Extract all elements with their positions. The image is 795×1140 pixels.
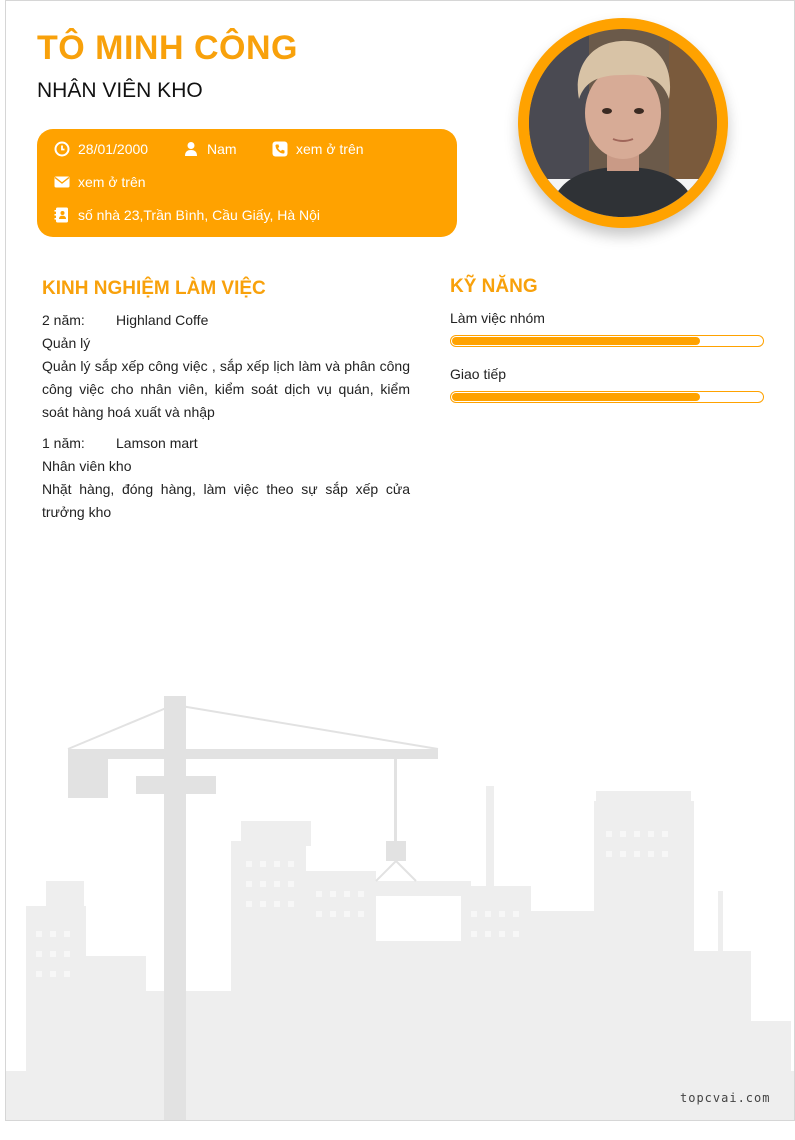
experience-company: Lamson mart — [116, 435, 198, 451]
experience-position: Quản lý — [42, 335, 91, 351]
city-skyline-background — [6, 691, 794, 1121]
email-info — [54, 174, 146, 190]
candidate-name: TÔ MINH CÔNG — [37, 29, 298, 67]
skill-name: Làm việc nhóm — [450, 310, 545, 326]
envelope-icon — [54, 174, 70, 190]
skills-section-title: KỸ NĂNG — [450, 276, 538, 297]
site-watermark: topcvai.com — [680, 1091, 771, 1105]
experience-duration: 2 năm: — [42, 312, 85, 328]
clock-icon — [54, 141, 70, 157]
address-text: số nhà 23,Trần Bình, Cầu Giấy, Hà Nội — [78, 207, 321, 223]
address-book-icon — [54, 207, 70, 223]
birthday-text: 28/01/2000 — [78, 141, 149, 157]
avatar — [518, 18, 728, 228]
skill-bar — [450, 391, 764, 403]
experience-item — [42, 432, 410, 524]
experience-description: Quản lý sắp xếp công việc , sắp xếp lịch làm và phân công công việc cho nhân viên, kiểm soát dịch vụ quán, kiểm soát hàng hoá xuất và nhập — [42, 358, 410, 420]
experience-position: Nhân viên kho — [42, 458, 132, 474]
phone-info — [272, 141, 364, 157]
user-icon — [183, 141, 199, 157]
skill-bar-fill — [452, 393, 700, 401]
experience-section-title: KINH NGHIỆM LÀM VIỆC — [42, 278, 266, 299]
job-title: NHÂN VIÊN KHO — [37, 79, 203, 102]
contact-info-box — [37, 129, 457, 237]
profile-photo — [529, 29, 717, 217]
cv-page — [5, 0, 795, 1121]
email-text: xem ở trên — [78, 174, 146, 190]
experience-item — [42, 309, 410, 424]
experience-company: Highland Coffe — [116, 312, 209, 328]
experience-duration: 1 năm: — [42, 435, 85, 451]
gender-text: Nam — [207, 141, 237, 157]
skill-name: Giao tiếp — [450, 366, 507, 382]
phone-icon — [272, 141, 288, 157]
skill-bar-fill — [452, 337, 700, 345]
gender-info — [183, 141, 237, 157]
phone-text: xem ở trên — [296, 141, 364, 157]
skill-bar — [450, 335, 764, 347]
birthday-info — [54, 141, 148, 157]
experience-description: Nhặt hàng, đóng hàng, làm việc theo sự sắp xếp cửa trưởng kho — [42, 481, 410, 520]
address-info — [54, 207, 320, 223]
